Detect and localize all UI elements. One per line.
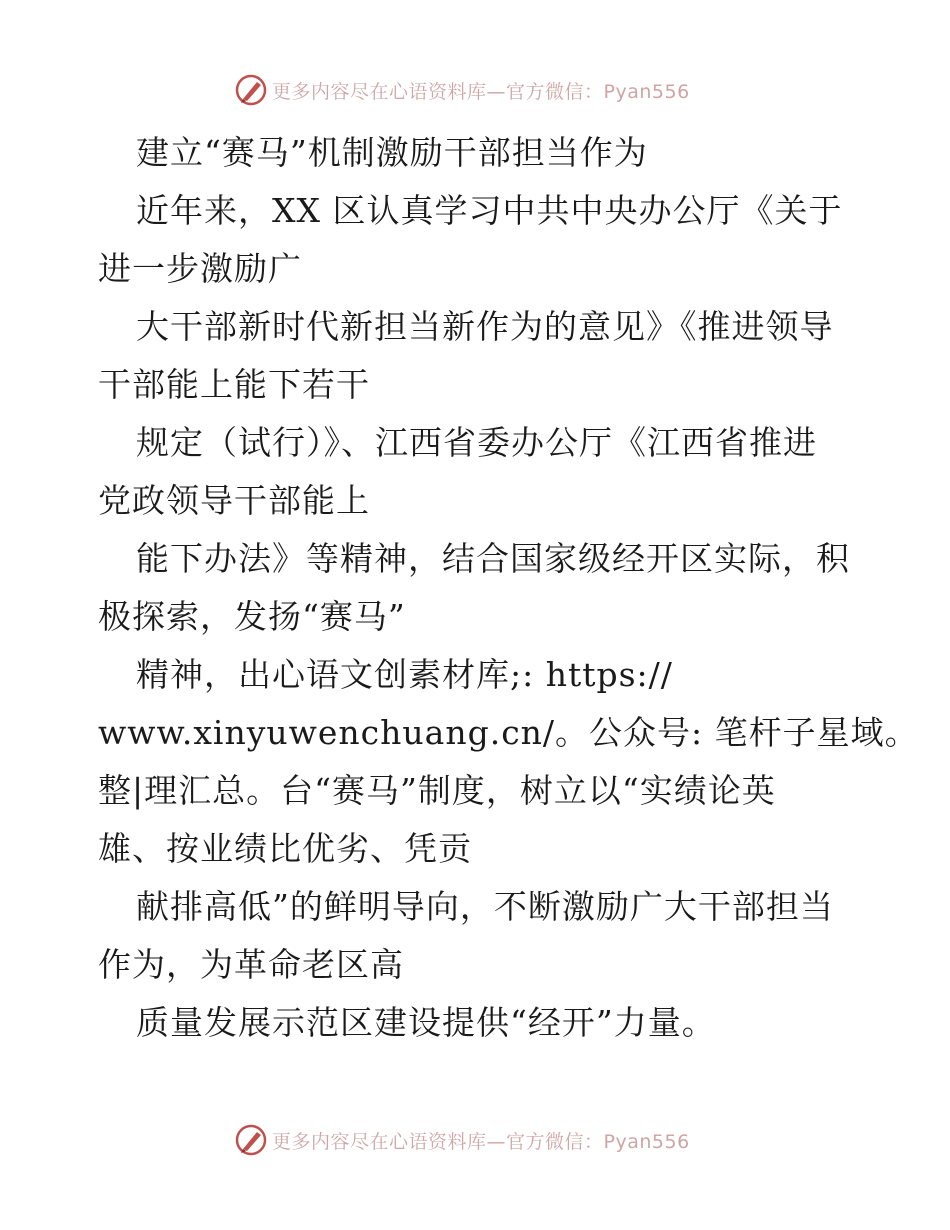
paragraph-line: 献排高低”的鲜明导向，不断激励广大干部担当	[136, 887, 834, 926]
header-banner	[234, 72, 690, 108]
footer-banner	[234, 1122, 690, 1158]
paragraph-line: 干部能上能下若干	[98, 365, 370, 404]
pen-circle-logo-icon	[234, 73, 268, 107]
paragraph-line: www.xinyuwenchuang.cn/。公众号: 笔杆子星域。	[98, 713, 919, 752]
paragraph-line: 进一步激励广	[98, 249, 302, 288]
paragraph-line: 规定（试行）》、江西省委办公厅《江西省推进	[136, 423, 817, 462]
pen-circle-logo-icon	[234, 1123, 268, 1157]
paragraph-line: 质量发展示范区建设提供“经开”力量。	[136, 1003, 716, 1042]
paragraph-line: 近年来，XX 区认真学习中共中央办公厅《关于	[136, 191, 843, 230]
paragraph-line: 党政领导干部能上	[98, 481, 370, 520]
header-banner-text: 更多内容尽在心语资料库—官方微信：Pyan556	[272, 80, 690, 103]
paragraph-line: 整|理汇总。台“赛马”制度，树立以“实绩论英	[98, 771, 776, 810]
document-title: 建立“赛马”机制激励干部担当作为	[136, 133, 648, 172]
footer-banner-text: 更多内容尽在心语资料库—官方微信：Pyan556	[272, 1130, 690, 1153]
document-body	[98, 124, 919, 1052]
paragraph-line: 极探索，发扬“赛马”	[98, 597, 406, 636]
paragraph-line: 大干部新时代新担当新作为的意见》《推进领导	[136, 307, 834, 346]
paragraph-line: 雄、按业绩比优劣、凭贡	[98, 829, 472, 868]
paragraph-line: 作为，为革命老区高	[98, 945, 404, 984]
paragraph-line: 能下办法》等精神，结合国家级经开区实际，积	[136, 539, 850, 578]
paragraph-line: 精神，出心语文创素材库;: https://	[136, 655, 673, 694]
